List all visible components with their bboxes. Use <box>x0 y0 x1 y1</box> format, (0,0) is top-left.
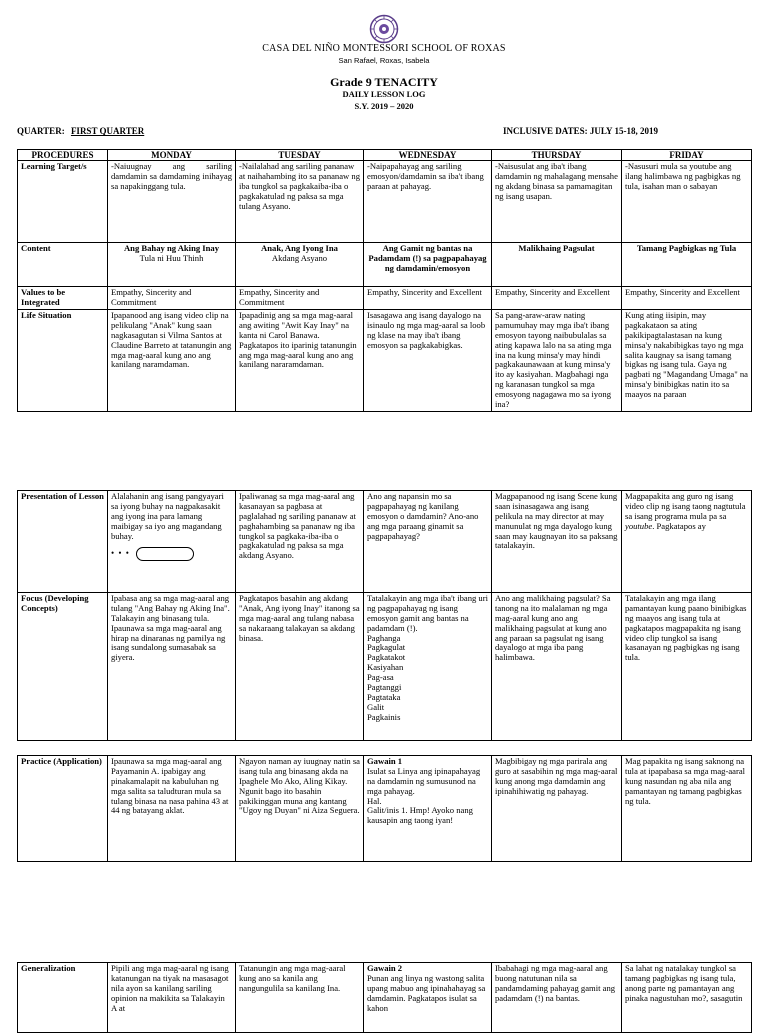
list-item: Galit <box>367 701 385 712</box>
cell-text: Magpapakita ang guro ng isang video clip ng isang taong nagtutula sa isang programa mula pa sa <box>625 491 746 521</box>
cell-text: Magpapanood ng isang Scene kung saan isinasagawa ang isang pelikula na may director at may manunulat ng mga dayalogo kung saan may kaugnayan ito sa paksang tatalakayin. <box>492 491 622 593</box>
cell-text: -Nailalahad ang sariling pananaw at naihahambing ito sa pananaw ng iba tungkol sa pagkakaiba-iba o pagkakatulad ng paksa sa mga tulang Asyano. <box>236 161 364 243</box>
content-cell <box>236 243 364 287</box>
cell-text: Ipaunawa sa mga mag-aaral ang Payamanin A. ipabigay ang pinakamalapit na kabuluhan ng mga salita sa taludturan mula sa tulang binasa na nasa pahina 43 at 44 ng batayang aklat. <box>108 756 236 862</box>
cell-text: Empathy, Sincerity and Commitment <box>236 287 364 310</box>
dots-text: • • • <box>111 548 130 559</box>
school-year: S.Y. 2019 – 2020 <box>354 101 414 111</box>
presentation-monday-cell <box>108 491 236 593</box>
quarter-label: QUARTER: <box>17 126 65 136</box>
school-seal-icon <box>369 14 399 44</box>
practice-wednesday-cell <box>364 756 492 862</box>
quarter-value: FIRST QUARTER <box>70 126 145 136</box>
cell-text: Isasagawa ang isang dayalogo na isinaulo ng mga mag-aaral sa loob ng klase na may iba't ibang emosyon sa pagkakabigkas. <box>364 310 492 412</box>
list-item: Paghanga <box>367 632 401 643</box>
cell-text: Galit/inis 1. Hmp! Ayoko nang kausapin ang taong iyan! <box>367 805 473 826</box>
cell-text: Sa pang-araw-araw nating pamumuhay may mga iba't ibang emosyon tayong naibubulalas sa ating kapawa lalo na sa ating mga ina na kung minsa'y may hindi pagkakaunawaan at kung minsa'y ito ay kasiyahan. Magbahagi nga ng karanasan tungkol sa mga emosyong nagagawa mo sa iyong ina? <box>492 310 622 412</box>
list-item: Pagkatakot <box>367 652 406 663</box>
content-subtitle: Tula ni Huu Thinh <box>139 253 204 264</box>
list-item: Pagkainis <box>367 711 401 722</box>
header-tuesday: TUESDAY <box>236 150 364 161</box>
cell-text: Tatalakayin ang mga ilang pamantayan kung paano binibigkas ng maayos ang isang tula at pagkatapos magpapakita ng isang video clip tungkol sa isang kasanayan ng pagbigkas ng isang tula. <box>622 593 752 741</box>
lesson-table-part-2 <box>17 490 752 741</box>
cell-text: Empathy, Sincerity and Excellent <box>364 287 492 310</box>
cell-text: Magbibigay ng mga parirala ang guro at sasabihin ng mga mag-aaral kung anong mga damdamin ang ipinahihiwatig ng pahayag. <box>492 756 622 862</box>
list-item: Pagtataka <box>367 691 401 702</box>
table-row <box>18 243 752 287</box>
content-title: Ang Bahay ng Aking Inay <box>123 243 220 254</box>
table-row <box>18 593 752 741</box>
list-item: Pagkagulat <box>367 642 406 653</box>
dates-label: INCLUSIVE DATES: <box>503 126 588 136</box>
cell-text: Punan ang linya ng wastong salita upang mabuo ang ipinahahayag sa damdamin. Pagkatapos isulat sa kahon <box>367 972 486 1013</box>
header-procedures: PROCEDURES <box>18 150 108 161</box>
cell-text: Tatanungin ang mga mag-aaral kung ano sa kanila ang nangungulila sa kanilang Ina. <box>236 963 364 1033</box>
lesson-table-part-4 <box>17 962 752 1033</box>
cell-text: Pipili ang mga mag-aaral ng isang katanungan na tiyak na masasagot nila ayon sa kanilang sariling opinion na makikita sa Talakayin A at <box>108 963 236 1033</box>
cell-text: Empathy, Sincerity and Excellent <box>492 287 622 310</box>
header-thursday: THURSDAY <box>492 150 622 161</box>
table-row <box>18 963 752 1033</box>
row-label-practice: Practice (Application) <box>18 756 108 862</box>
row-label-learning-target: Learning Target/s <box>18 161 108 243</box>
cell-text: Ipapanood ang isang video clip na pelikulang "Anak" kung saan nagkasagutan si Vilma Santos at Claudine Barreto at tatanungin ang mga mag-aaral kung ano ang kanilang naramdaman. <box>108 310 236 412</box>
cell-text: -Nasusuri mula sa youtube ang ilang halimbawa ng pagbigkas ng tula, isahan man o sabayan <box>622 161 752 243</box>
cell-text: Ipabasa ang sa mga mag-aaral ang tulang "Ang Bahay ng Aking Ina". Talakayin ang binasang tula. Ipaunawa sa mga mag-aaral ang hirap na dinaranas ng pamilya ng isang sundalong sumasabak sa giyera. <box>108 593 236 741</box>
dates-value: JULY 15-18, 2019 <box>589 126 658 136</box>
school-name: CASA DEL NIÑO MONTESSORI SCHOOL OF ROXAS <box>262 43 506 54</box>
cell-text: Pagkatapos basahin ang akdang "Anak, Ang iyong Inay" itanong sa mga mag-aaral ang tulang nabasa sa nakaraang talakayan sa akdang binasa. <box>236 593 364 741</box>
focus-wednesday-cell <box>364 593 492 741</box>
cell-text: Sa lahat ng natalakay tungkol sa tamang pagbigkas ng isang tula, anong parte ng pamantayan ang pinaka nagustuhan mo?, sasagutin <box>622 963 752 1033</box>
header-wednesday: WEDNESDAY <box>364 150 492 161</box>
content-title: Tamang Pagbigkas ng Tula <box>622 243 752 287</box>
row-label-values: Values to be Integrated <box>18 287 108 310</box>
list-item: Pagtanggi <box>367 681 402 692</box>
table-row <box>18 287 752 310</box>
table-row <box>18 310 752 412</box>
row-label-presentation: Presentation of Lesson <box>18 491 108 593</box>
content-title: Malikhaing Pagsulat <box>492 243 622 287</box>
cloud-shape <box>136 547 194 561</box>
list-item: Kasiyahan <box>367 662 404 673</box>
grade-section: Grade 9 TENACITY <box>330 75 438 89</box>
lesson-table-part-1 <box>17 149 752 412</box>
cell-text: Alalahanin ang isang pangyayari sa iyong buhay na nagpakasakit ang iyong ina para lamang maibigay sa iyo ang magandang buhay. <box>111 491 224 541</box>
cell-text: Ipaliwanag sa mga mag-aaral ang kasanayan sa pagbasa at paglalahad ng sariling pananaw at paghahambing sa pananaw ng iba tungkol sa pagkaka-iba-iba o pagkakatulad ng paksa sa mga akdang Asyano. <box>236 491 364 593</box>
activity-title: Gawain 2 <box>367 963 403 973</box>
cell-text: Ngayon naman ay iuugnay natin sa isang tula ang binasang akda na Ipaghele Mo Ako, Aling Kikay. Ngunit bago ito basahin pakikinggan muna ang kantang "Ugoy ng Duyan" ni Aiza Seguera. <box>236 756 364 862</box>
cell-text: Mag papakita ng isang saknong na tula at ipapabasa sa mga mag-aaral kung nasundan ng aba nila ang pamantayan ng tamang pagbigkas ng tula. <box>622 756 752 862</box>
row-label-life-situation: Life Situation <box>18 310 108 412</box>
cell-text: -Naisusulat ang iba't ibang damdamin ng mahalagang mensahe ng akdang binasa sa pamamagitan ng isang usapan. <box>492 161 622 243</box>
header-monday: MONDAY <box>108 150 236 161</box>
cell-text: Empathy, Sincerity and Excellent <box>622 287 752 310</box>
content-title: Ang Gamit ng bantas na Padamdam (!) sa pagpapahayag ng damdamin/emosyon <box>364 243 492 287</box>
presentation-friday-cell <box>622 491 752 593</box>
content-cell <box>108 243 236 287</box>
table-row <box>18 491 752 593</box>
cell-text: Tatalakayin ang mga iba't ibang uri ng pagpapahayag ng isang emosyon gamit ang bantas na padamdam (!). <box>367 593 488 633</box>
content-title: Anak, Ang Iyong Ina <box>261 243 338 254</box>
cell-text-italic: youtube <box>625 520 653 531</box>
row-label-generalization: Generalization <box>18 963 108 1033</box>
header-friday: FRIDAY <box>622 150 752 161</box>
generalization-wednesday-cell <box>364 963 492 1033</box>
cell-text: Ano ang napansin mo sa pagpapahayag ng kanilang emosyon o damdamin? Ano-ano ang mga paraang ginamit sa pagpapahayag? <box>364 491 492 593</box>
table-row <box>18 756 752 862</box>
activity-title: Gawain 1 <box>367 756 403 766</box>
cell-text: Kung ating iisipin, may pagkakataon sa ating pakikipagtalastasan na kung minsa'y nakabibigkas tayo ng mga salita kaugnay sa isang tamang bigkas ng isang tula. Gaya ng pagbati ng "Magandang Umaga" na minsa'y binibigkas natin ito sa maayos na paraan <box>622 310 752 412</box>
cell-text: Hal. <box>367 795 382 806</box>
cell-text: -Naiuugnay ang sariling damdamin sa damdaming inihayag sa napakinggang tula. <box>108 161 236 243</box>
lesson-table-part-3 <box>17 755 752 862</box>
document-title: DAILY LESSON LOG <box>342 89 426 99</box>
cell-text: -Naipapahayag ang sariling emosyon/damdamin sa iba't ibang paraan at pahayag. <box>364 161 492 243</box>
school-address: San Rafael, Roxas, Isabela <box>338 56 430 65</box>
quarter-info <box>17 126 144 136</box>
table-row <box>18 161 752 243</box>
cell-text: Ano ang malikhaing pagsulat? Sa tanong na ito malalaman ng mga mag-aaral kung ano ang malikhaing pagsulat at kung ano ang paraan sa pagsulat ng isang dayalogo at mga iba pang halimbawa. <box>492 593 622 741</box>
table-header-row <box>18 150 752 161</box>
inclusive-dates <box>503 126 658 136</box>
cell-text: Ibabahagi ng mga mag-aaral ang buong natutunan nila sa pandamdaming pahayag gamit ang padamdam (!) na bantas. <box>492 963 622 1033</box>
cell-text: Isulat sa Linya ang ipinapahayag na damdamin ng sumusunod na mga pahayag. <box>367 765 481 796</box>
cell-text: . Pagkatapos ay <box>652 520 706 531</box>
cell-text: Ipapadinig ang sa mga mag-aaral ang awiting "Awit Kay Inay" na kanta ni Carol Banawa. Pagkatapos ito iparinig tatanungin ang mga mag-aaral kung ano ang kanilang nararamdaman. <box>236 310 364 412</box>
content-subtitle: Akdang Asyano <box>271 253 328 264</box>
thought-bubble <box>111 547 232 561</box>
list-item: Pag-asa <box>367 672 394 682</box>
row-label-content: Content <box>18 243 108 287</box>
row-label-focus: Focus (Developing Concepts) <box>18 593 108 741</box>
cell-text: Empathy, Sincerity and Commitment <box>108 287 236 310</box>
